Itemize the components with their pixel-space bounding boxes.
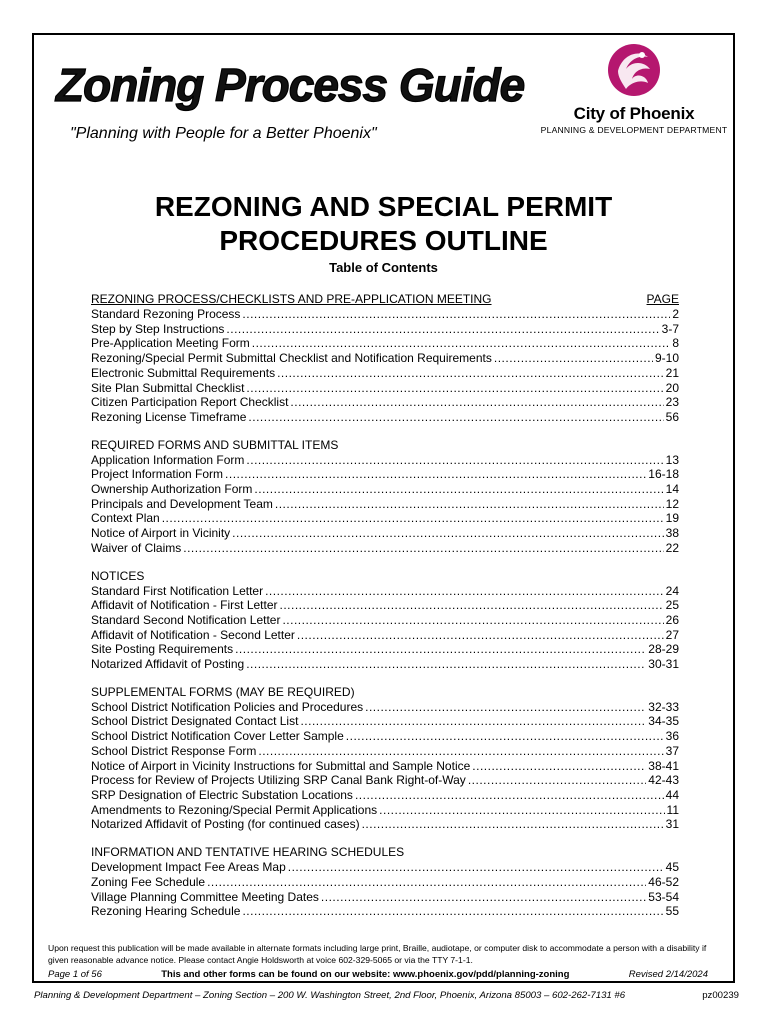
toc-entry-label: Pre-Application Meeting Form: [91, 336, 250, 351]
toc-entry: [91, 875, 679, 890]
toc-entry-label: Notarized Affidavit of Posting (for continued cases): [91, 817, 360, 832]
table-of-contents: [91, 292, 679, 919]
toc-section-heading-row: [91, 569, 679, 584]
toc-leader-dots: [248, 410, 663, 425]
toc-leader-dots: [225, 467, 646, 482]
toc-section-heading-row: [91, 845, 679, 860]
toc-section: [91, 438, 679, 556]
logo-department: PLANNING & DEVELOPMENT DEPARTMENT: [540, 125, 728, 135]
toc-leader-dots: [290, 395, 663, 410]
toc-section-heading-row: [91, 438, 679, 453]
toc-entry-page: 14: [665, 482, 679, 497]
toc-entry-page: 12: [665, 496, 679, 511]
website-note: This and other forms can be found on our website: www.phoenix.gov/pdd/planning-zoning: [161, 969, 570, 980]
toc-entry: [91, 395, 679, 410]
toc-entry: [91, 817, 679, 832]
city-logo: [534, 41, 734, 135]
toc-leader-dots: [355, 788, 664, 803]
toc-entry-label: Waiver of Claims: [91, 540, 182, 555]
toc-entry-page: 56: [665, 409, 679, 424]
toc-entry-page: 11: [666, 802, 679, 817]
toc-entry: [91, 497, 679, 512]
toc-entry-label: Context Plan: [91, 511, 160, 526]
toc-leader-dots: [282, 613, 663, 628]
toc-leader-dots: [254, 482, 663, 497]
toc-heading: Table of Contents: [329, 260, 438, 275]
toc-leader-dots: [183, 541, 663, 556]
toc-entry: [91, 482, 679, 497]
toc-entry: [91, 410, 679, 425]
toc-leader-dots: [162, 511, 664, 526]
toc-entry-page: 44: [665, 787, 679, 802]
toc-entry-page: 32-33: [648, 699, 679, 714]
toc-entry: [91, 613, 679, 628]
toc-entry-label: Rezoning Hearing Schedule: [91, 904, 241, 919]
toc-entry-label: Rezoning/Special Permit Submittal Checklist and Notification Requirements: [91, 351, 492, 366]
toc-leader-dots: [207, 875, 646, 890]
toc-entry-page: 55: [665, 904, 679, 919]
toc-entry: [91, 322, 679, 337]
toc-entry-label: Notice of Airport in Vicinity: [91, 526, 231, 541]
toc-entry-page: 38: [665, 526, 679, 541]
toc-entry: [91, 744, 679, 759]
toc-entry-label: Standard Second Notification Letter: [91, 612, 281, 627]
toc-entry-label: Village Planning Committee Meeting Dates: [91, 889, 319, 904]
toc-leader-dots: [277, 366, 664, 381]
toc-entry: [91, 541, 679, 556]
toc-leader-dots: [472, 759, 646, 774]
toc-entry-page: 37: [665, 743, 679, 758]
toc-entry-label: Standard Rezoning Process: [91, 307, 241, 321]
revision-date: Revised 2/14/2024: [628, 969, 708, 980]
toc-entry: [91, 729, 679, 744]
toc-entry-page: 28-29: [648, 642, 679, 657]
title-line-1: REZONING AND SPECIAL PERMIT: [154, 191, 613, 222]
toc-entry: [91, 642, 679, 657]
toc-entry-page: 13: [665, 452, 679, 467]
page-number: Page 1 of 56: [48, 969, 102, 980]
toc-entry-label: Principals and Development Team: [91, 496, 273, 511]
toc-entry: [91, 890, 679, 905]
toc-entry-page: 46-52: [648, 874, 679, 889]
toc-entry-page: 24: [665, 583, 679, 598]
toc-entry-label: Site Posting Requirements: [91, 642, 234, 657]
toc-entry: [91, 526, 679, 541]
toc-entry: [91, 307, 679, 322]
toc-entry-label: Standard First Notification Letter: [91, 583, 264, 598]
toc-entry-page: 16-18: [648, 467, 679, 482]
toc-section: [91, 292, 679, 425]
toc-entry-label: School District Response Form: [91, 743, 257, 758]
toc-entry-page: 26: [665, 612, 679, 627]
guide-title-graphic: [54, 49, 534, 121]
toc-entry-label: SRP Designation of Electric Substation Locations: [91, 787, 353, 802]
toc-entry-page: 20: [665, 380, 679, 395]
toc-entry-label: Electronic Submittal Requirements: [91, 365, 276, 380]
toc-entry: [91, 773, 679, 788]
toc-entry-page: 30-31: [648, 657, 679, 672]
toc-leader-dots: [365, 700, 646, 715]
toc-entry-label: Notice of Airport in Vicinity Instructions for Submittal and Sample Notice: [91, 758, 471, 773]
toc-entry-page: 25: [665, 598, 679, 613]
toc-entry-label: Notarized Affidavit of Posting: [91, 657, 245, 672]
toc-entry: [91, 598, 679, 613]
toc-leader-dots: [280, 598, 664, 613]
toc-entry: [91, 584, 679, 599]
toc-entry-page: 23: [665, 395, 679, 410]
toc-section: [91, 845, 679, 919]
toc-entry-label: School District Notification Policies and Procedures: [91, 699, 364, 714]
toc-entry-label: Project Information Form: [91, 467, 224, 482]
toc-entry-page: 22: [665, 540, 679, 555]
toc-entry-page: 19: [665, 511, 679, 526]
toc-leader-dots: [246, 657, 646, 672]
toc-section: [91, 569, 679, 672]
toc-leader-dots: [232, 526, 663, 541]
toc-entry-label: Affidavit of Notification - Second Letter: [91, 627, 295, 642]
toc-section-heading: SUPPLEMENTAL FORMS (MAY BE REQUIRED): [91, 684, 355, 699]
footer-address: Planning & Development Department – Zoning Section – 200 W. Washington Street, 2nd Floor, Phoenix, Arizona 85003 – 602-262-7131 #6: [34, 990, 626, 1001]
accessibility-disclaimer: Upon request this publication will be made available in alternate formats including large print, Braille, audiotape, or computer disk to accommodate a person with a disability if given reasonable advance notice. Please contact Angie Holdsworth at voice 602-329-5065 or via the TTY 7-1-1.: [48, 943, 707, 965]
document-title: [34, 190, 733, 258]
toc-page-column-label: PAGE: [646, 292, 679, 306]
toc-entry-page: 38-41: [648, 758, 679, 773]
toc-leader-dots: [494, 351, 653, 366]
toc-entry: [91, 700, 679, 715]
toc-entry-label: School District Notification Cover Letter Sample: [91, 729, 344, 744]
toc-entry: [91, 366, 679, 381]
toc-entry-page: 9-10: [654, 351, 679, 366]
page-footer: [34, 990, 739, 1001]
toc-entry-label: Step by Step Instructions: [91, 321, 225, 336]
toc-entry-page: 8: [672, 336, 679, 351]
toc-leader-dots: [235, 642, 646, 657]
form-code: pz00239: [702, 990, 739, 1001]
toc-leader-dots: [379, 803, 664, 818]
toc-entry-label: Amendments to Rezoning/Special Permit Applications: [91, 802, 378, 817]
toc-entry: [91, 453, 679, 468]
toc-entry-label: Process for Review of Projects Utilizing SRP Canal Bank Right-of-Way: [91, 773, 466, 788]
toc-entry: [91, 511, 679, 526]
toc-section: [91, 685, 679, 832]
toc-entry-page: 45: [665, 860, 679, 875]
toc-entry: [91, 336, 679, 351]
toc-entry: [91, 467, 679, 482]
toc-leader-dots: [258, 744, 663, 759]
document-frame: [32, 33, 735, 983]
toc-entry: [91, 628, 679, 643]
toc-section-heading: REQUIRED FORMS AND SUBMITTAL ITEMS: [91, 437, 339, 452]
toc-leader-dots: [246, 381, 663, 396]
phoenix-bird-icon: [604, 41, 664, 99]
toc-entry: [91, 351, 679, 366]
toc-section-heading-row: [91, 292, 679, 307]
toc-leader-dots: [300, 714, 646, 729]
toc-entry-label: Development Impact Fee Areas Map: [91, 860, 286, 875]
toc-entry-label: Zoning Fee Schedule: [91, 874, 206, 889]
toc-entry: [91, 759, 679, 774]
toc-entry-label: Citizen Participation Report Checklist: [91, 395, 289, 410]
toc-entry: [91, 381, 679, 396]
toc-entry-page: 31: [665, 817, 679, 832]
toc-entry-label: Affidavit of Notification - First Letter: [91, 598, 278, 613]
toc-entry-page: 34-35: [648, 714, 679, 729]
toc-entry-page: 27: [665, 627, 679, 642]
toc-leader-dots: [242, 307, 670, 322]
toc-entry-page: 21: [665, 365, 679, 380]
tagline: "Planning with People for a Better Phoenix": [70, 125, 377, 142]
toc-leader-dots: [226, 322, 659, 337]
toc-leader-dots: [288, 860, 664, 875]
toc-leader-dots: [275, 497, 664, 512]
toc-leader-dots: [321, 890, 646, 905]
toc-leader-dots: [346, 729, 664, 744]
toc-entry-page: 2: [672, 307, 679, 321]
logo-city-name: City of Phoenix: [573, 104, 695, 123]
guide-title: Zoning Process Guide: [56, 59, 525, 111]
toc-entry: [91, 860, 679, 875]
toc-entry-page: 53-54: [648, 889, 679, 904]
toc-entry-label: Rezoning License Timeframe: [91, 409, 247, 424]
toc-leader-dots: [252, 336, 671, 351]
toc-entry-label: Site Plan Submittal Checklist: [91, 380, 245, 395]
toc-entry-label: Application Information Form: [91, 452, 245, 467]
toc-entry: [91, 788, 679, 803]
toc-entry-page: 36: [665, 729, 679, 744]
toc-leader-dots: [297, 628, 664, 643]
toc-leader-dots: [468, 773, 646, 788]
toc-leader-dots: [265, 584, 664, 599]
toc-section-heading: NOTICES: [91, 568, 145, 583]
toc-section-heading: INFORMATION AND TENTATIVE HEARING SCHEDULES: [91, 845, 405, 860]
page-info-bar: [48, 969, 708, 980]
toc-section-heading-row: [91, 685, 679, 700]
toc-leader-dots: [242, 904, 663, 919]
toc-entry-label: School District Designated Contact List: [91, 714, 299, 729]
title-line-2: PROCEDURES OUTLINE: [219, 225, 548, 256]
toc-entry: [91, 803, 679, 818]
toc-entry-page: 3-7: [661, 321, 679, 336]
toc-entry-page: 42-43: [648, 773, 679, 788]
toc-entry: [91, 714, 679, 729]
toc-leader-dots: [246, 453, 663, 468]
toc-section-heading: REZONING PROCESS/CHECKLISTS AND PRE-APPLICATION MEETING: [91, 292, 492, 306]
toc-entry: [91, 657, 679, 672]
toc-leader-dots: [362, 817, 664, 832]
toc-entry-label: Ownership Authorization Form: [91, 482, 253, 497]
toc-entry: [91, 904, 679, 919]
